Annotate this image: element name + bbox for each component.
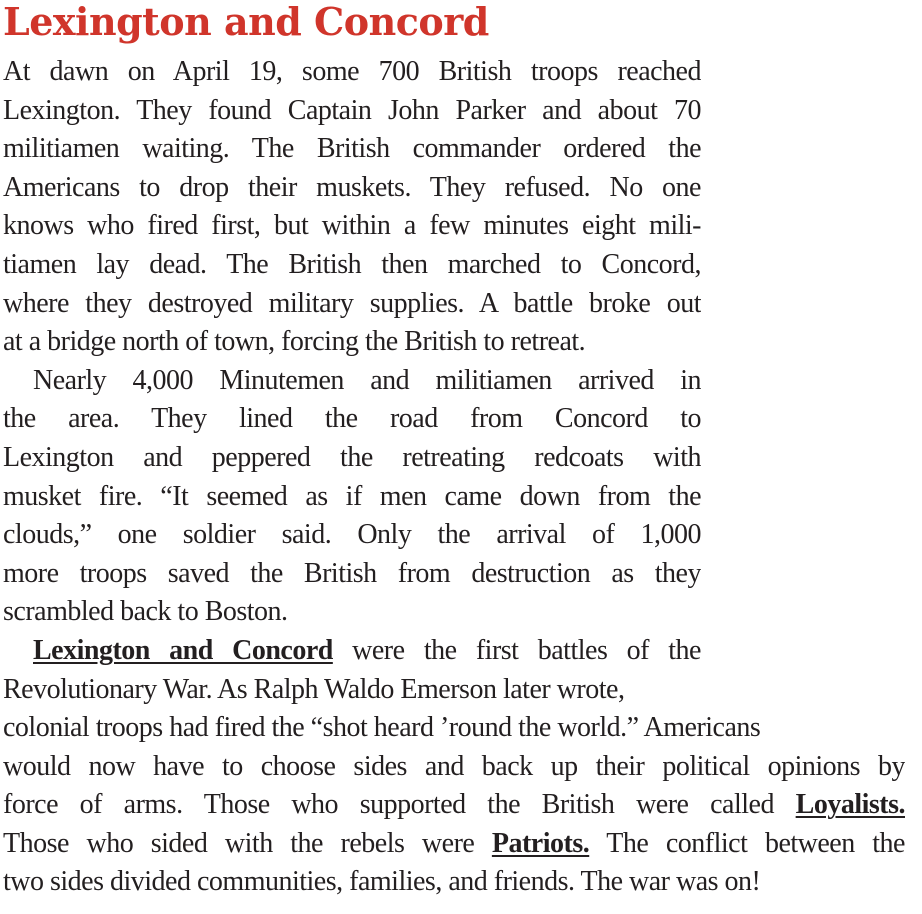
paragraph-line: two sides divided communities, families, and friends. The war was on! xyxy=(3,866,761,898)
paragraph-line: Revolutionary War. As Ralph Waldo Emerson later wrote, xyxy=(3,673,625,705)
paragraph-line: where they destroyed military supplies. A battle broke out xyxy=(3,287,701,319)
line-text: were the first battles of the xyxy=(332,634,701,666)
paragraph-line: Americans to drop their muskets. They refused. No one xyxy=(3,171,701,203)
paragraph-3 xyxy=(3,632,917,902)
key-term-lexington-and-concord[interactable]: Lexington and Concord xyxy=(33,634,333,666)
line-text: The conflict between the xyxy=(589,827,905,859)
paragraph-line: clouds,” one soldier said. Only the arrival of 1,000 xyxy=(3,519,701,551)
paragraph-line: musket fire. “It seemed as if men came down from the xyxy=(3,480,701,512)
textbook-page xyxy=(3,0,917,902)
key-term-loyalists[interactable]: Loyalists. xyxy=(795,789,905,821)
paragraph-line: colonial troops had fired the “shot heard ’round the world.” Americans xyxy=(3,712,761,744)
paragraph-line xyxy=(3,786,905,825)
paragraph-line: Lexington. They found Captain John Parker and about 70 xyxy=(3,94,701,126)
line-text: Those who sided with the rebels were xyxy=(3,827,492,859)
line-text: force of arms. Those who supported the British were called xyxy=(3,789,796,821)
paragraph-line: Lexington and peppered the retreating redcoats with xyxy=(3,441,701,473)
paragraph-line: Nearly 4,000 Minutemen and militiamen arrived in xyxy=(33,364,701,396)
paragraph-line: would now have to choose sides and back up their political opinions by xyxy=(3,750,905,782)
paragraph-line: the area. They lined the road from Concord to xyxy=(3,403,701,435)
paragraph-line: militiamen waiting. The British commander ordered the xyxy=(3,133,701,165)
section-heading: Lexington and Concord xyxy=(3,0,489,44)
paragraph-line: At dawn on April 19, some 700 British troops reached xyxy=(3,56,701,87)
paragraph-line xyxy=(3,825,905,864)
paragraph-1 xyxy=(3,53,917,362)
paragraph-line: scrambled back to Boston. xyxy=(3,596,288,628)
paragraph-2 xyxy=(3,362,917,632)
paragraph-line: tiamen lay dead. The British then marched to Concord, xyxy=(3,248,701,280)
paragraph-line: more troops saved the British from destruction as they xyxy=(3,557,701,589)
paragraph-line: at a bridge north of town, forcing the British to retreat. xyxy=(3,326,586,358)
paragraph-line xyxy=(3,632,701,671)
key-term-patriots[interactable]: Patriots. xyxy=(491,827,590,859)
body-text xyxy=(3,53,917,902)
paragraph-line: knows who fired first, but within a few minutes eight mili- xyxy=(3,210,701,242)
